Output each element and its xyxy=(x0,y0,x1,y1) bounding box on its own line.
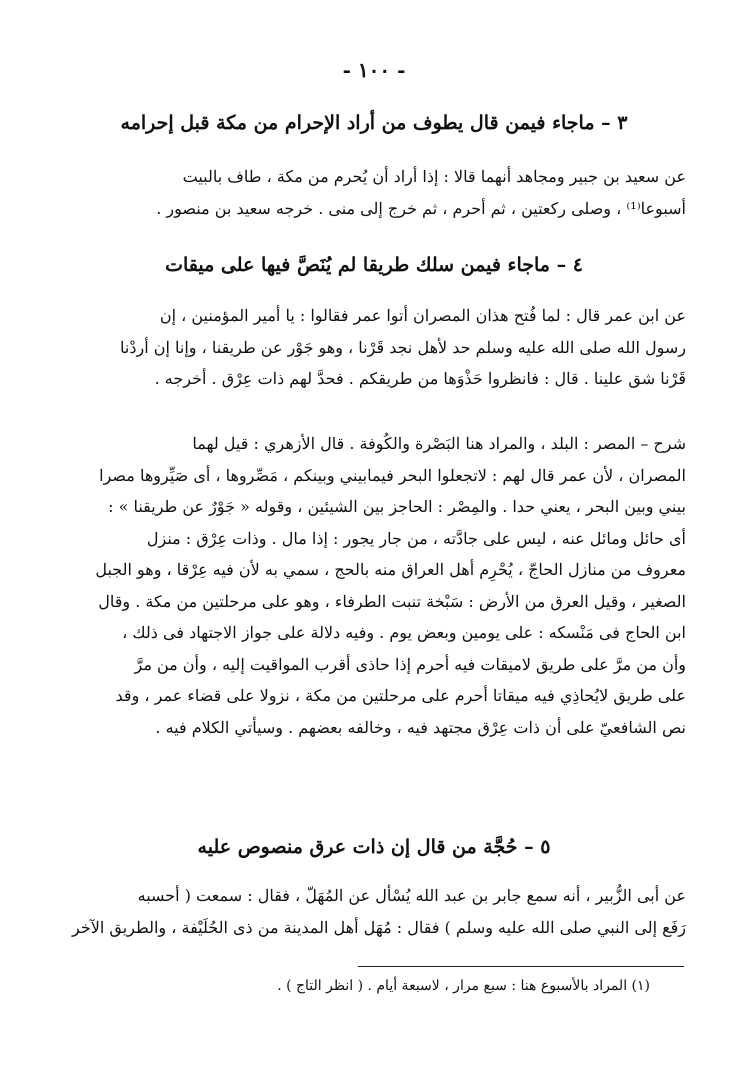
text-line: رسول الله صلى الله عليه وسلم حد لأهل نجد قَرْنا ، وهو جَوْر عن طريقنا ، وإنا إن أردْنا xyxy=(120,337,686,357)
text-line: على طريق لايُحاذِي فيه ميقاتا أحرم على مرحلتين من مكة ، نزولا على قضاء عمر ، وقد xyxy=(115,686,686,705)
section-3-paragraph xyxy=(66,161,686,224)
text-line: أى حائل ومائل عنه ، ليس على جادَّته ، من جار يجور : إذا مال . وذات عِرْق : منزل xyxy=(146,528,686,548)
section-5-heading: ٥ – حُجَّة من قال إن ذات عرق منصوص عليه xyxy=(197,836,551,858)
text-line: نص الشافعيّ على أن ذات عِرْق مجتهد فيه ، وخالفه بعضهم . وسيأتي الكلام فيه . xyxy=(155,717,686,737)
text-line: معروف من منازل الحاجّ ، يُحْرِم أهل العراق منه بالحج ، سمي به لأن فيه عِرْقا ، وهو الجبل xyxy=(95,560,686,579)
text-line: عن أبى الزُّبير ، أنه سمع جابر بن عبد الله يُسْأل عن المُهَلّ ، فقال : سمعت ( أحسبه xyxy=(137,886,686,905)
text-line: ابن الحاج فى مَنْسكه : على يومين وبعض يوم . وفيه دلالة على جواز الاجتهاد فى ذلك ، xyxy=(122,623,686,642)
section-4-commentary-paragraph xyxy=(66,428,686,743)
page-number: - ١٠٠ - xyxy=(342,58,406,82)
text-line: بيني وبين البحر ، يعني حدا . والمِصْر : الحاجز بين الشيئين ، وقوله « جَوْرٌ عن طريقنا » : xyxy=(108,497,686,516)
section-3-heading: ٣ – ماجاء فيمن قال يطوف من أراد الإحرام من مكة قبل إحرامه xyxy=(120,112,628,134)
text-line: رَفَع إلى النبي صلى الله عليه وسلم ) فقال : مُهَل أهل المدينة من ذى الحُلَيْفة ، والطريق الآخر xyxy=(71,917,686,937)
text-line: عن سعيد بن جبير ومجاهد أنهما قالا : إذا أراد أن يُحرم من مكة ، طاف بالبيت xyxy=(182,167,686,186)
text-line: شرح – المصر : البلد ، والمراد هنا البَصْرة والكُوفة . قال الأزهري : قيل لهما xyxy=(192,434,686,453)
footnote: (١) المراد بالأسبوع هنا : سبع مرار ، لاسبعة أيام . ( انظر التاج ) . xyxy=(277,978,650,994)
section-4-heading: ٤ – ماجاء فيمن سلك طريقا لم يُنَصَّ فيها على ميقات xyxy=(165,254,583,276)
footnote-divider xyxy=(358,966,684,967)
text-line: عن ابن عمر قال : لما فُتح هذان المصران أتوا عمر فقالوا : يا أمير المؤمنين ، إن xyxy=(159,306,686,325)
text-line: الصغير ، وقيل العرق من الأرض : سَبْخة تنبت الطرفاء ، وهو على مرحلتين من مكة . وقال xyxy=(98,591,686,611)
text-line: أسبوعا⁽¹⁾ ، وصلى ركعتين ، ثم أحرم ، ثم خرج إلى منى . خرجه سعيد بن منصور . xyxy=(156,198,686,218)
section-5-paragraph xyxy=(66,880,686,943)
text-line: المصران ، لأن عمر قال لهم : لاتجعلوا البحر فيمابيني وبينكم ، مَصِّروها ، أى صَيِّروها مصرا xyxy=(99,465,686,485)
text-line: وأن من مرَّ على طريق لاميقات فيه أحرم إذا حاذى أقرب المواقيت إليه ، وأن من مرَّ xyxy=(134,654,686,674)
section-4-hadith-paragraph xyxy=(66,300,686,395)
text-line: قَرْنا شق علينا . قال : فانظروا حَذْوَها من طريقكم . فحدَّ لهم ذات عِرْق . أخرجه . xyxy=(154,369,686,388)
